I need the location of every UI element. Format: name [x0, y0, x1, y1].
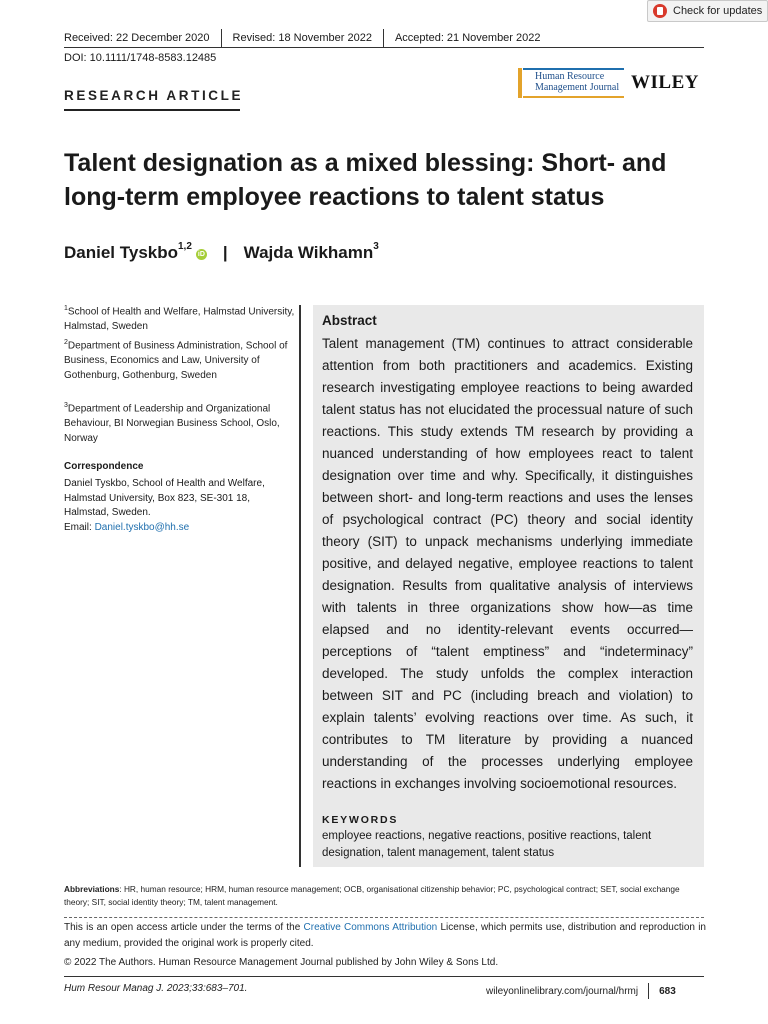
affiliation-text: Department of Leadership and Organizational Behaviour, BI Norwegian Business School, Oslo, Norway [64, 403, 280, 444]
correspondence-text: Daniel Tyskbo, School of Health and Welfare, Halmstad University, Box 823, SE-301 18, Halmstad, Sweden. [64, 478, 265, 519]
journal-logo[interactable] [518, 68, 624, 98]
dashed-divider [64, 917, 704, 918]
journal-logo-line1: Human Resource [535, 71, 605, 82]
author-name[interactable]: Daniel Tyskbo [64, 243, 178, 262]
article-type-underline [64, 109, 240, 111]
correspondence-email-line [64, 521, 296, 536]
keywords-heading: KEYWORDS [322, 814, 399, 826]
column-divider [299, 305, 301, 867]
affiliation-sup: 3 [64, 402, 68, 409]
check-for-updates-label: Check for updates [673, 5, 763, 17]
footer-rule [64, 976, 704, 977]
check-for-updates-button[interactable] [647, 0, 768, 22]
accepted-date: Accepted: 21 November 2022 [394, 32, 541, 44]
abstract-text: Talent management (TM) continues to attract considerable attention from both practitioners and academics. Existing research investigating employee reactions to being awarded talent status has not elucidated the processual nature of such reactions. This study extends TM research by providing a nuanced understanding of how employees react to talent designation over time and why. Specifically, it distinguishes between short- and long-term reactions and uses the lenses of psychological contract (PC) theory and social identity theory (SIT) to unpack mechanisms underlying immediate positive, and delayed negative, employee reactions to talent designation. Results from qualitative analysis of interviews with talents in three organizations show how—as time elapsed and no identity-relevant events occurred—perceptions of “talent emptiness” and “indeterminacy” developed. The study unfolds the complex interaction between SIT and PC (including breach and violation) to explain talents’ evolving reactions over time. As such, it contributes to TM literature by providing a nuanced understanding of the processes underlying employee reactions in exchanges involving socioemotional resources. [322, 336, 693, 791]
author-list [64, 243, 379, 263]
article-dates [64, 29, 541, 47]
affiliation [64, 302, 296, 335]
open-access-text: This is an open access article under the terms of the [64, 922, 304, 933]
abstract-heading: Abstract [322, 313, 377, 328]
divider [383, 29, 384, 47]
revised-date: Revised: 18 November 2022 [232, 32, 372, 44]
logo-bar [523, 96, 624, 98]
citation-text: Hum Resour Manag J. 2023;33:683–701. [64, 983, 248, 994]
open-access-text: License, which permits use, distribution and reproduction in any medium, provided the original work is properly cited. [64, 922, 706, 949]
affiliation [64, 336, 296, 383]
affiliation-text: School of Health and Welfare, Halmstad University, Halmstad, Sweden [64, 306, 295, 332]
article-type: RESEARCH ARTICLE [64, 88, 244, 103]
title-line-1: Talent designation as a mixed blessing: Short- and [64, 149, 667, 177]
affiliation-sup: 2 [64, 339, 68, 346]
author-affiliation-sup: 1,2 [178, 241, 192, 252]
logo-bar [523, 68, 624, 70]
email-link[interactable]: Daniel.tyskbo@hh.se [94, 521, 190, 533]
correspondence [64, 477, 296, 535]
journal-logo-line2: Management Journal [535, 82, 620, 93]
divider [648, 983, 649, 999]
page-number: 683 [659, 985, 676, 997]
abbreviations-text: : HR, human resource; HRM, human resource management; OCB, organisational citizenship behavior; PC, psychological contract; SET, social exchange theory; SIT, social identity theory; TM, talent management. [64, 884, 680, 907]
footer-right [486, 983, 676, 999]
publisher-logo[interactable]: WILEY [631, 72, 699, 93]
author-separator: | [222, 243, 228, 262]
affiliation-sup: 1 [64, 305, 68, 312]
orcid-icon[interactable]: iD [197, 251, 205, 258]
abbreviations-label: Abbreviations [64, 884, 120, 894]
doi[interactable]: DOI: 10.1111/1748-8583.12485 [64, 52, 217, 64]
author-affiliation-sup: 3 [373, 241, 379, 252]
abbreviations [64, 883, 706, 909]
license-link[interactable]: Creative Commons Attribution [303, 922, 438, 933]
journal-url[interactable]: wileyonlinelibrary.com/journal/hrmj [486, 985, 639, 997]
crossmark-icon [653, 4, 667, 18]
affiliation-text: Department of Business Administration, School of Business, Economics and Law, University of Gothenburg, Gothenburg, Sweden [64, 340, 288, 381]
citation [64, 983, 247, 994]
correspondence-heading: Correspondence [64, 461, 144, 472]
title-line-2: long-term employee reactions to talent status [64, 183, 605, 211]
received-date: Received: 22 December 2020 [64, 32, 210, 44]
keywords-text: employee reactions, negative reactions, positive reactions, talent designation, talent management, talent status [322, 830, 652, 859]
email-label: Email: [64, 521, 95, 533]
affiliation [64, 399, 296, 446]
article-title [64, 146, 724, 214]
copyright: © 2022 The Authors. Human Resource Management Journal published by John Wiley & Sons Ltd. [64, 957, 499, 968]
logo-bar [518, 68, 522, 98]
author-name[interactable]: Wajda Wikhamn [243, 243, 374, 262]
divider [221, 29, 222, 47]
header-rule [64, 47, 704, 48]
open-access-notice [64, 920, 706, 951]
